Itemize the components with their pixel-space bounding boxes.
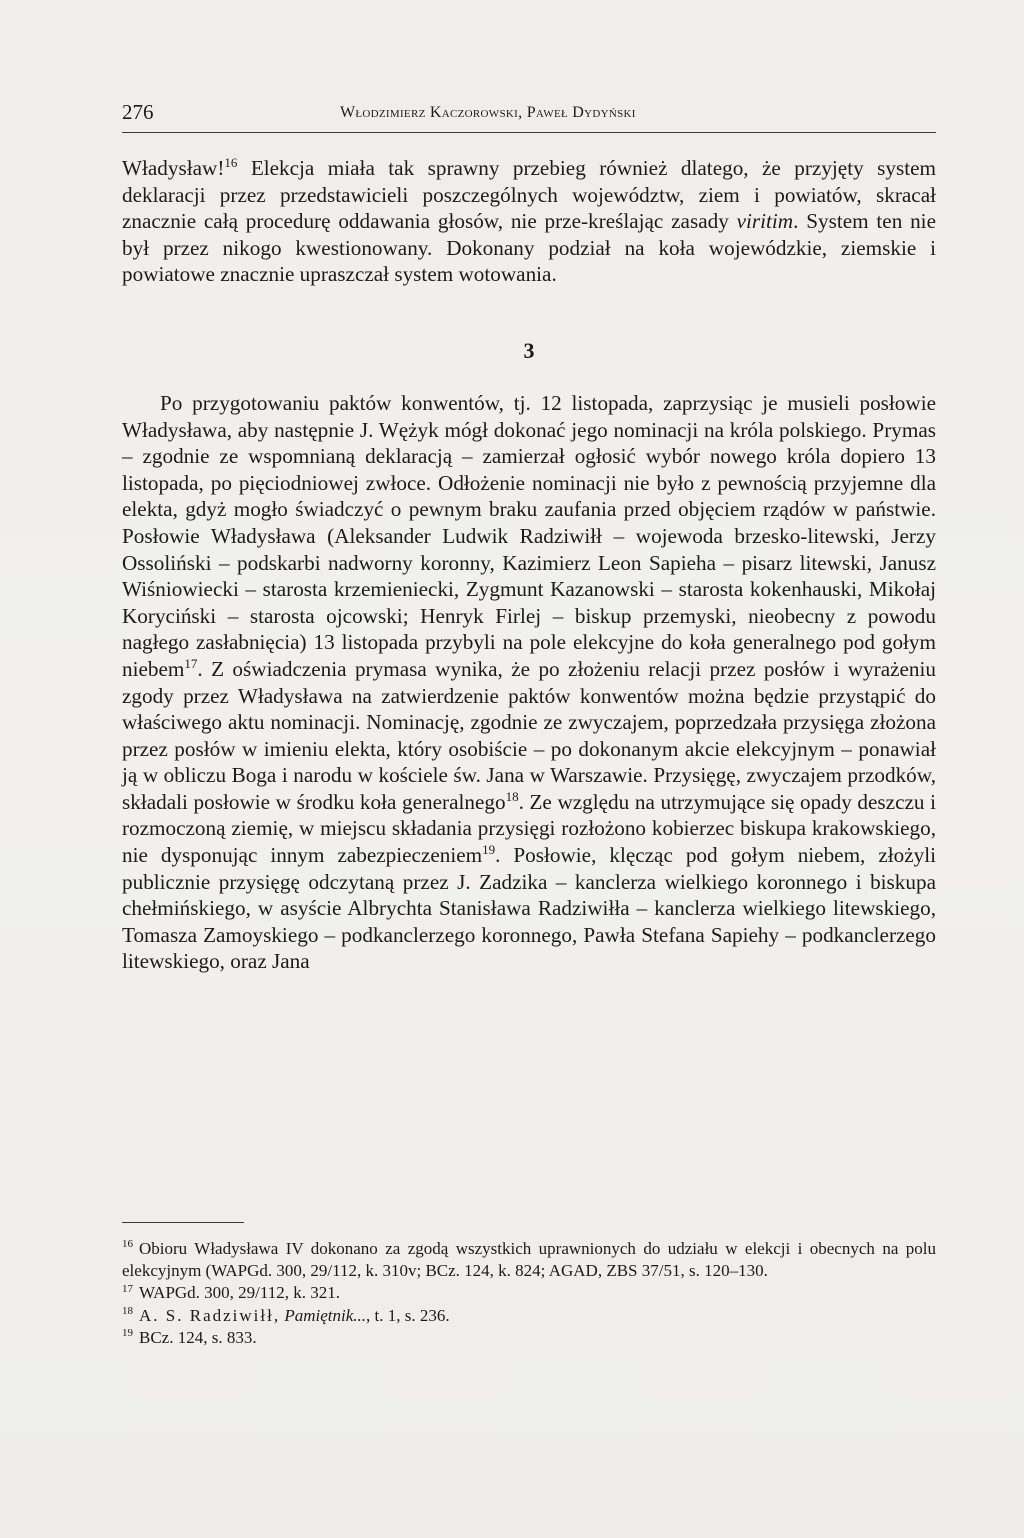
footnote-17 <box>122 1282 936 1304</box>
text-run: . Ze względu na utrzymujące się opady deszczu i rozmoczoną ziemię, w miejscu składania przysięgi rozłożono kobierzec biskupa krakowskiego, nie dysponując innym zabezpieczeniem <box>122 789 937 868</box>
paragraph <box>122 390 936 975</box>
text-run: . System ten nie był przez nikogo kwestionowany. Dokonany podział na koła wojewódzkie, ziemskie i powiatowe znacznie upraszczał system wotowania. <box>122 209 936 287</box>
text-run: Władysław! <box>122 156 225 180</box>
page-header <box>122 100 936 133</box>
footnote-ref-18: 18 <box>505 788 519 804</box>
text-run: . Posłowie, klęcząc pod gołym niebem, złożyli publicznie przysięgę odczytaną przez J. Zadzika – kanclerza wielkiego koronnego i biskupa chełmińskiego, w asyście Albrychta Stanisława Radziwiłła – kanclerza wielkiego litewskiego, Tomasza Zamoyskiego – podkanclerzego koronnego, Pawła Stefana Sapiehy – podkanclerzego litewskiego, oraz Jana <box>122 843 936 974</box>
page-number: 276 <box>122 100 154 124</box>
text-run: Elekcja miała tak sprawny przebieg również dlatego, że przyjęty system deklaracji przez przedstawicieli poszczególnych województw, ziem i powiatów, skracał znacznie całą procedurę oddawania głosów, nie prze-kreślając zasady <box>122 156 936 234</box>
footnote-title: Pamiętnik... <box>284 1305 367 1325</box>
footnote-text: BCz. 124, s. 833. <box>139 1327 257 1347</box>
footnote-text: WAPGd. 300, 29/112, k. 321. <box>139 1283 341 1303</box>
paragraph <box>122 155 936 288</box>
footnote-author: A. S. Radziwiłł, <box>139 1305 281 1325</box>
footnotes <box>122 1238 936 1349</box>
body-text <box>122 155 936 975</box>
italic-term: viritim <box>736 209 794 234</box>
footnote-number: 17 <box>122 1282 133 1295</box>
footnote-16 <box>122 1238 936 1282</box>
running-head: Włodzimierz Kaczorowski, Paweł Dydyński <box>340 104 636 121</box>
footnote-text: Obioru Władysława IV dokonano za zgodą wszystkich uprawnionych do udziału w elekcji i obecnych na polu elekcyjnym (WAPGd. 300, 29/112, k. 310v; BCz. 124, k. 824; AGAD, ZBS 37/51, s. 120–130. <box>122 1239 936 1281</box>
footnote-divider <box>122 1222 244 1223</box>
footnote-number: 19 <box>122 1327 133 1340</box>
footnote-ref-19: 19 <box>482 842 496 857</box>
text-run: . Z oświadczenia prymasa wynika, że po złożeniu relacji przez posłów i wyrażeniu zgody przez Władysława na zatwierdzenie paktów konwentów można będzie przystąpić do właściwego aktu nominacji. Nominację, zgodnie ze zwyczajem, poprzedzała przysięga złożona przez posłów w imieniu elekta, który osobiście – po dokonanym akcie elekcyjnym – ponawiał ją w obliczu Boga i narodu w kościele św. Jana w Warszawie. Przysięgę, zwyczajem przodków, składali posłowie w środku koła generalnego <box>122 656 936 814</box>
footnote-number: 16 <box>122 1238 133 1251</box>
footnote-text: , t. 1, s. 236. <box>366 1305 450 1325</box>
footnote-ref-16: 16 <box>224 154 238 170</box>
footnote-ref-17: 17 <box>184 655 198 671</box>
section-heading: 3 <box>523 337 535 363</box>
footnote-18 <box>122 1305 936 1327</box>
text-run: Po przygotowaniu paktów konwentów, tj. 12 listopada, zaprzysiąc je musieli posłowie Władysława, aby następnie J. Wężyk mógł dokonać jego nominacji na króla polskiego. Prymas – zgodnie ze wspomnianą deklaracją – zamierzał ogłosić wybór nowego króla dopiero 13 listopada, po pięciodniowej zwłoce. Odłożenie nominacji nie było z pewnością przyjemne dla elekta, gdyż mogło świadczyć o pewnym braku zaufania przed objęciem rządów w państwie. Posłowie Władysława (Aleksander Ludwik Radziwiłł – wojewoda brzesko-litewski, Jerzy Ossoliński – podskarbi nadworny koronny, Kazimierz Leon Sapieha – pisarz litewski, Janusz Wiśniowiecki – starosta krzemieniecki, Zygmunt Kazanowski – starosta kokenhauski, Mikołaj Koryciński – starosta ojcowski; Henryk Firlej – biskup przemyski, nieobecny z powodu nagłego zasłabnięcia) 13 listopada przybyli na pole elekcyjne do koła generalnego pod gołym niebem <box>122 390 936 681</box>
footnote-number: 18 <box>122 1304 133 1317</box>
footnote-19 <box>122 1327 936 1349</box>
